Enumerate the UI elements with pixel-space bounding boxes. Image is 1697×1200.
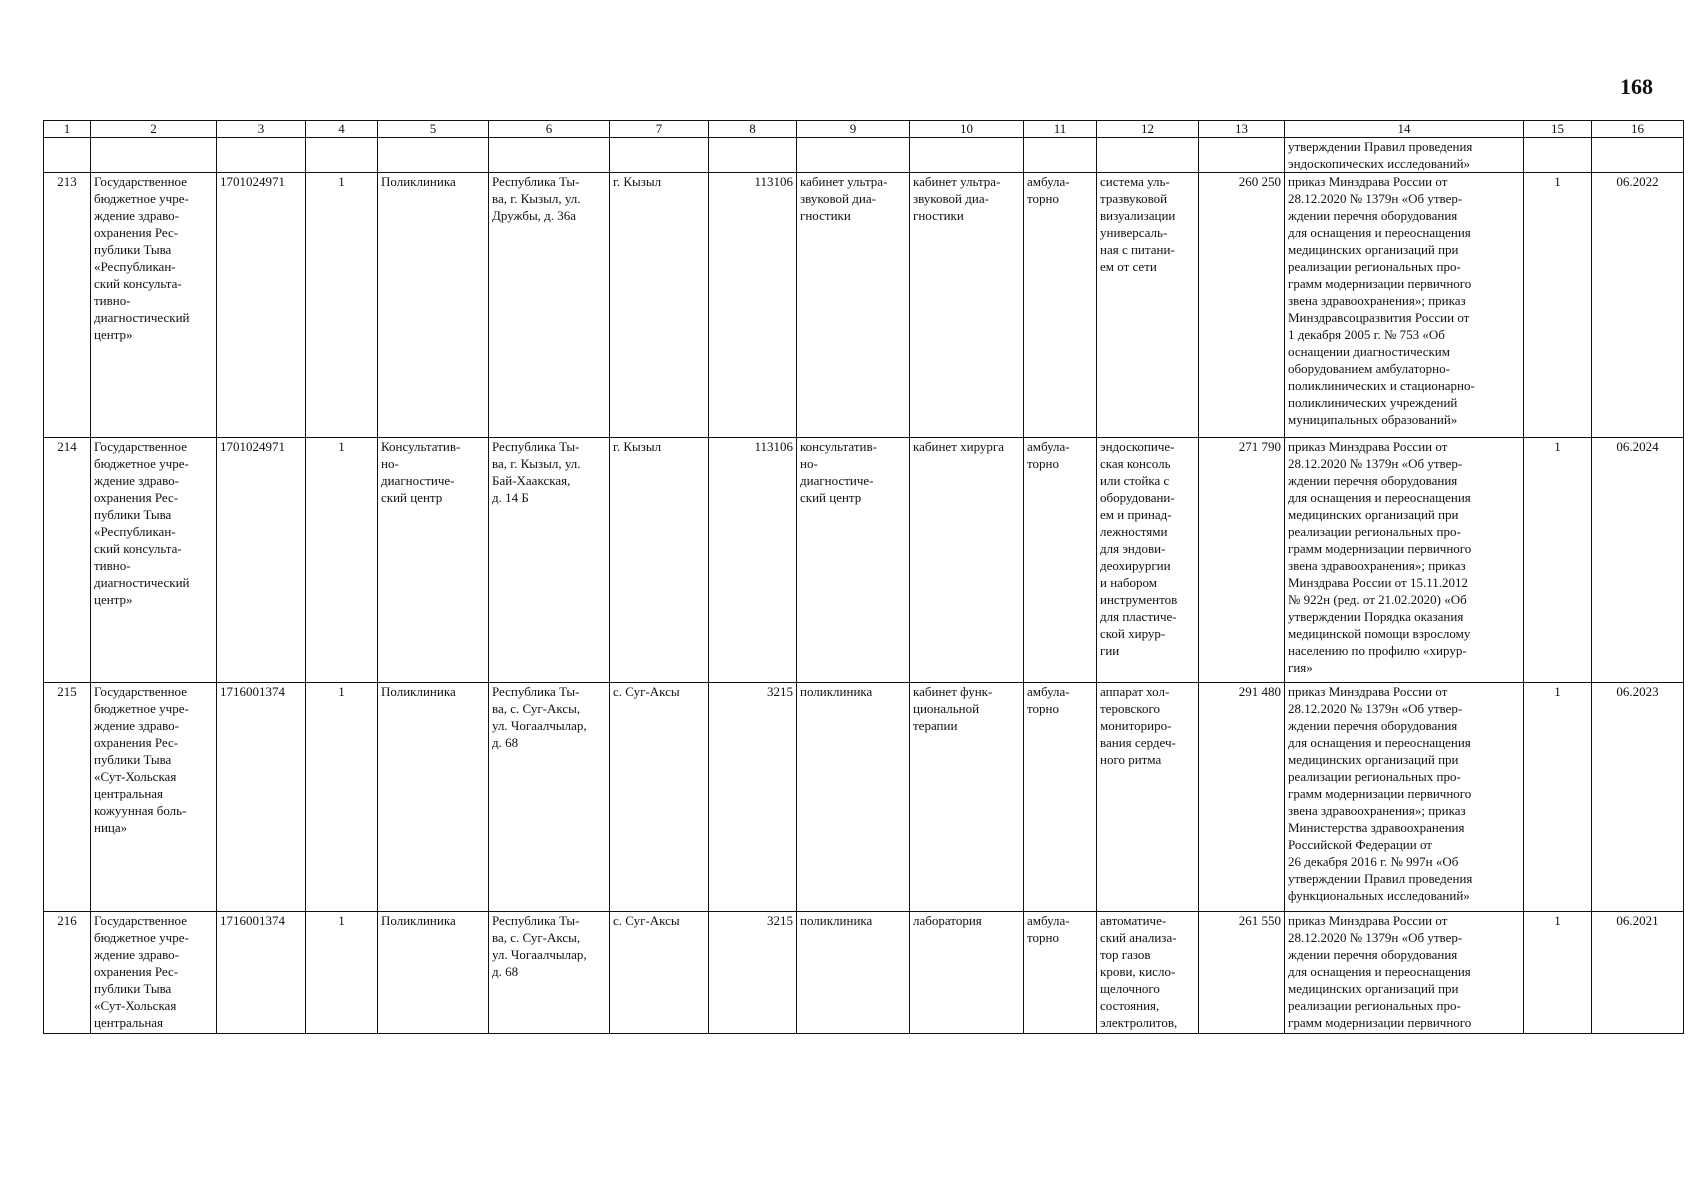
unit-cell: консультатив- но- диагностиче- ский центр [797, 438, 910, 683]
conditions-cell: амбула- торно [1024, 438, 1097, 683]
column-number: 14 [1285, 121, 1524, 138]
price-cell: 260 250 [1199, 173, 1285, 438]
equipment-cell: аппарат хол- теровского мониториро- вания сердеч- ного ритма [1097, 683, 1199, 912]
table-row [44, 912, 1684, 1034]
column-number: 2 [91, 121, 217, 138]
quantity-cell: 1 [1524, 173, 1592, 438]
locality-cell: с. Суг-Аксы [610, 912, 709, 1034]
equipment-cell: автоматиче- ский анализа- тор газов крови, кисло- щелочного состояния, электролитов, [1097, 912, 1199, 1034]
organization-cell: Государственное бюджетное учре- ждение здраво- охранения Рес- публики Тыва «Республикан- ский консульта- тивно- диагностический центр» [91, 173, 217, 438]
regulatory-basis-cell: утверждении Правил проведения эндоскопических исследований» [1285, 138, 1524, 173]
conditions-cell: амбула- торно [1024, 683, 1097, 912]
col4-cell: 1 [306, 173, 378, 438]
column-number: 9 [797, 121, 910, 138]
col4-cell: 1 [306, 438, 378, 683]
quantity-cell: 1 [1524, 438, 1592, 683]
column-number: 16 [1592, 121, 1684, 138]
regulatory-basis-cell: приказ Минздрава России от 28.12.2020 № 1379н «Об утвер- ждении перечня оборудования для оснащения и переоснащения медицинских организаций при реализации региональных про- грамм модернизации первичного [1285, 912, 1524, 1034]
continuation-row [44, 138, 1684, 173]
population-cell: 3215 [709, 683, 797, 912]
price-cell: 291 480 [1199, 683, 1285, 912]
unit-cell: поликлиника [797, 912, 910, 1034]
column-number: 15 [1524, 121, 1592, 138]
cabinet-cell: кабинет ультра- звуковой диа- гностики [910, 173, 1024, 438]
column-number: 12 [1097, 121, 1199, 138]
organization-cell: Государственное бюджетное учре- ждение здраво- охранения Рес- публики Тыва «Республикан- ский консульта- тивно- диагностический центр» [91, 438, 217, 683]
facility-type-cell: Консультатив- но- диагностиче- ский центр [378, 438, 489, 683]
column-number: 7 [610, 121, 709, 138]
column-number: 5 [378, 121, 489, 138]
col4-cell: 1 [306, 683, 378, 912]
locality-cell: г. Кызыл [610, 438, 709, 683]
unit-cell: поликлиника [797, 683, 910, 912]
facility-type-cell: Поликлиника [378, 173, 489, 438]
column-number-row [44, 121, 1684, 138]
price-cell: 271 790 [1199, 438, 1285, 683]
column-number: 1 [44, 121, 91, 138]
address-cell: Республика Ты- ва, с. Суг-Аксы, ул. Чогаалчылар, д. 68 [489, 912, 610, 1034]
locality-cell: с. Суг-Аксы [610, 683, 709, 912]
inn-cell: 1701024971 [217, 438, 306, 683]
organization-cell: Государственное бюджетное учре- ждение здраво- охранения Рес- публики Тыва «Сут-Хольская центральная кожуунная боль- ница» [91, 683, 217, 912]
cabinet-cell: кабинет хирурга [910, 438, 1024, 683]
equipment-register-table [43, 120, 1684, 1034]
table-row [44, 683, 1684, 912]
price-cell: 261 550 [1199, 912, 1285, 1034]
facility-type-cell: Поликлиника [378, 912, 489, 1034]
table-row [44, 173, 1684, 438]
table-row [44, 438, 1684, 683]
equipment-cell: система уль- тразвуковой визуализации универсаль- ная с питани- ем от сети [1097, 173, 1199, 438]
column-number: 13 [1199, 121, 1285, 138]
regulatory-basis-cell: приказ Минздрава России от 28.12.2020 № 1379н «Об утвер- ждении перечня оборудования для оснащения и переоснащения медицинских организаций при реализации региональных про- грамм модернизации первичного звена здравоохранения»; приказ Министерства здравоохранения Российской Федерации от 26 декабря 2016 г. № 997н «Об утверждении Правил проведения функциональных исследований» [1285, 683, 1524, 912]
column-number: 4 [306, 121, 378, 138]
column-number: 10 [910, 121, 1024, 138]
cabinet-cell: кабинет функ- циональной терапии [910, 683, 1024, 912]
regulatory-basis-cell: приказ Минздрава России от 28.12.2020 № 1379н «Об утвер- ждении перечня оборудования для оснащения и переоснащения медицинских организаций при реализации региональных про- грамм модернизации первичного звена здравоохранения»; приказ Минздравсоцразвития России от 1 декабря 2005 г. № 753 «Об оснащении диагностическим оборудованием амбулаторно- поликлинических и стационарно- поликлинических учреждений муниципальных образований» [1285, 173, 1524, 438]
conditions-cell: амбула- торно [1024, 912, 1097, 1034]
row-number-cell: 215 [44, 683, 91, 912]
inn-cell: 1716001374 [217, 912, 306, 1034]
column-number: 6 [489, 121, 610, 138]
conditions-cell: амбула- торно [1024, 173, 1097, 438]
cabinet-cell: лаборатория [910, 912, 1024, 1034]
equipment-cell: эндоскопиче- ская консоль или стойка с оборудовани- ем и принад- лежностями для эндови- деохирургии и набором инструментов для пластиче- ской хирур- гии [1097, 438, 1199, 683]
population-cell: 3215 [709, 912, 797, 1034]
inn-cell: 1716001374 [217, 683, 306, 912]
organization-cell: Государственное бюджетное учре- ждение здраво- охранения Рес- публики Тыва «Сут-Хольская центральная [91, 912, 217, 1034]
row-number-cell: 214 [44, 438, 91, 683]
date-cell: 06.2021 [1592, 912, 1684, 1034]
unit-cell: кабинет ультра- звуковой диа- гностики [797, 173, 910, 438]
row-number-cell: 213 [44, 173, 91, 438]
quantity-cell: 1 [1524, 912, 1592, 1034]
column-number: 8 [709, 121, 797, 138]
page-number: 168 [1620, 74, 1653, 99]
locality-cell: г. Кызыл [610, 173, 709, 438]
row-number-cell: 216 [44, 912, 91, 1034]
regulatory-basis-cell: приказ Минздрава России от 28.12.2020 № 1379н «Об утвер- ждении перечня оборудования для оснащения и переоснащения медицинских организаций при реализации региональных про- грамм модернизации первичного звена здравоохранения»; приказ Минздрава России от 15.11.2012 № 922н (ред. от 21.02.2020) «Об утверждении Порядка оказания медицинской помощи взрослому населению по профилю «хирур- гия» [1285, 438, 1524, 683]
date-cell: 06.2024 [1592, 438, 1684, 683]
inn-cell: 1701024971 [217, 173, 306, 438]
quantity-cell: 1 [1524, 683, 1592, 912]
date-cell: 06.2023 [1592, 683, 1684, 912]
date-cell: 06.2022 [1592, 173, 1684, 438]
address-cell: Республика Ты- ва, г. Кызыл, ул. Дружбы, д. 36а [489, 173, 610, 438]
population-cell: 113106 [709, 438, 797, 683]
facility-type-cell: Поликлиника [378, 683, 489, 912]
column-number: 3 [217, 121, 306, 138]
col4-cell: 1 [306, 912, 378, 1034]
column-number: 11 [1024, 121, 1097, 138]
address-cell: Республика Ты- ва, г. Кызыл, ул. Бай-Хаакская, д. 14 Б [489, 438, 610, 683]
address-cell: Республика Ты- ва, с. Суг-Аксы, ул. Чогаалчылар, д. 68 [489, 683, 610, 912]
population-cell: 113106 [709, 173, 797, 438]
